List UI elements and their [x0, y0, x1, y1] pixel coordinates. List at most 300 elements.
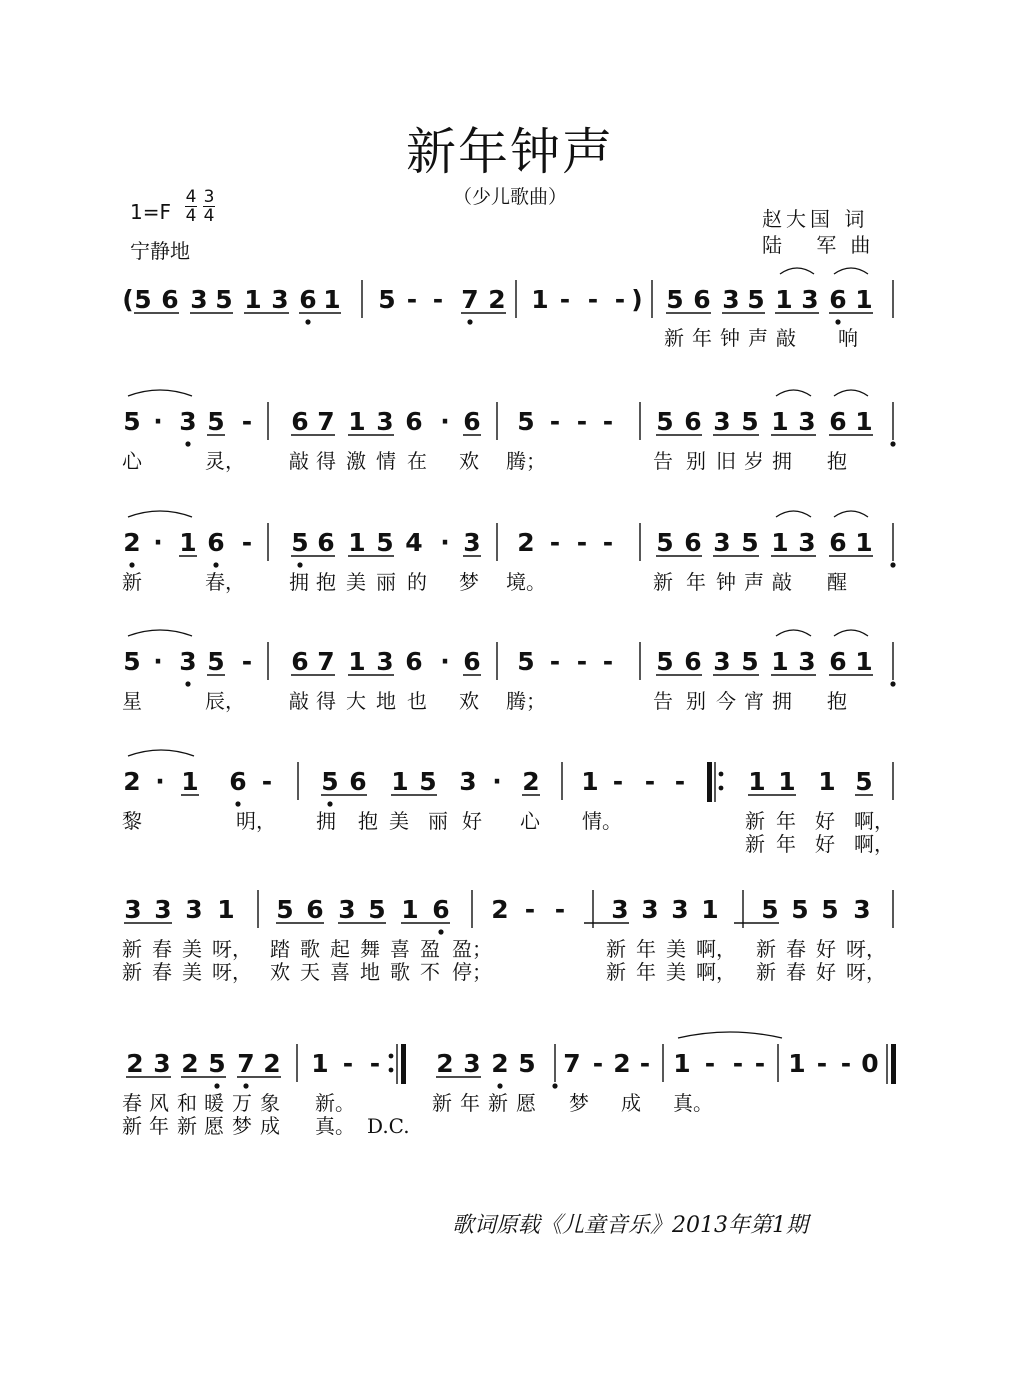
octave-dot-below [214, 1083, 219, 1088]
lyric-syllable: 新 [606, 960, 626, 984]
lyric-syllable: 和 [177, 1091, 197, 1115]
note: 3 [671, 895, 689, 924]
note: 1 [701, 895, 719, 924]
lyric-syllable: 真。 [673, 1091, 713, 1115]
lyric-syllable: 今 [716, 689, 736, 713]
slur [780, 268, 814, 274]
note: 1 [179, 528, 197, 557]
lyric-syllable: 歌 [300, 937, 320, 961]
lyric-syllable: 新 [664, 326, 684, 350]
note: 7 [317, 407, 335, 436]
slur [128, 630, 192, 636]
note: 2 [123, 528, 141, 557]
note: 6 [405, 647, 423, 676]
dash: - [406, 285, 418, 314]
repeat-dot [389, 1054, 394, 1059]
slur [834, 390, 868, 396]
lyric-syllable: 敲 [772, 570, 792, 594]
lyric-syllable: 情。 [582, 809, 622, 833]
note: 3 [798, 528, 816, 557]
lyric-syllable: 盈 [420, 937, 440, 961]
lyric-syllable: 新 [122, 1114, 142, 1138]
slur [834, 511, 868, 517]
octave-dot-below [185, 441, 190, 446]
note: 2 [491, 895, 509, 924]
lyric-syllable: 新 [756, 960, 776, 984]
note: 6 [207, 528, 225, 557]
note: 3 [611, 895, 629, 924]
note: 5 [518, 1049, 536, 1078]
dash: - [432, 285, 444, 314]
lyric-syllable: 啊， [696, 960, 736, 984]
note: 1 [748, 767, 766, 796]
note: 5 [291, 528, 309, 557]
note: 6 [693, 285, 711, 314]
lyric-syllable: 春 [786, 960, 806, 984]
lyric-syllable: 美 [389, 809, 409, 833]
note: 5 [741, 647, 759, 676]
note: 6 [684, 407, 702, 436]
lyric-syllable: 年 [686, 570, 706, 594]
lyric-syllable: 敲 [776, 326, 796, 350]
lyric-syllable: 情 [376, 449, 396, 473]
lyric-syllable: 喜 [330, 960, 350, 984]
note: 6 [829, 647, 847, 676]
lyric-syllable: 风 [149, 1091, 169, 1115]
note: 3 [190, 285, 208, 314]
lyric-syllable: 新 [653, 570, 673, 594]
lyric-syllable: 好 [462, 809, 482, 833]
note: 6 [684, 528, 702, 557]
repeat-end-barline [401, 1044, 406, 1084]
note: 6 [405, 407, 423, 436]
lyric-syllable: 年 [460, 1091, 480, 1115]
dash: - [549, 407, 561, 436]
note: 6 [463, 647, 481, 676]
dot-note: · [440, 407, 450, 436]
lyric-syllable: 拥 [772, 689, 792, 713]
lyric-syllable: 得 [316, 449, 336, 473]
note: 1 [818, 767, 836, 796]
note: 1 [855, 647, 873, 676]
octave-dot-below [243, 1083, 248, 1088]
note: 1 [181, 767, 199, 796]
slur [128, 511, 192, 517]
dash: - [754, 1049, 766, 1078]
octave-dot-below [185, 681, 190, 686]
dash: - [674, 767, 686, 796]
note: 1 [391, 767, 409, 796]
lyric-syllable: 暖 [204, 1091, 224, 1115]
lyric-syllable: 美 [182, 937, 202, 961]
lyric-syllable: 灵， [205, 449, 245, 473]
lyric-syllable: 丽 [428, 809, 448, 833]
lyric-syllable: 好 [815, 832, 835, 856]
lyric-syllable: 星 [122, 689, 142, 713]
note: 6 [829, 285, 847, 314]
lyric-syllable: 美 [182, 960, 202, 984]
lyric-syllable: 年 [636, 960, 656, 984]
note: 5 [376, 528, 394, 557]
octave-dot-below [890, 441, 895, 446]
bracket: ( [122, 285, 134, 314]
note: 3 [376, 407, 394, 436]
lyric-syllable: 别 [686, 689, 706, 713]
note: 6 [684, 647, 702, 676]
lyric-syllable: 激 [346, 449, 366, 473]
note: 1 [581, 767, 599, 796]
subtitle: （少儿歌曲） [452, 186, 567, 208]
note: 3 [722, 285, 740, 314]
dash: - [554, 895, 566, 924]
lyric-syllable: 岁 [744, 449, 764, 473]
note: 4 [405, 528, 423, 557]
note: 1 [531, 285, 549, 314]
lyric-syllable: 境。 [506, 570, 546, 594]
lyric-syllable: 新。 [315, 1091, 355, 1115]
lyric-syllable: 醒 [827, 570, 847, 594]
dash: - [241, 528, 253, 557]
slur [834, 268, 868, 274]
lyric-syllable: 愿 [204, 1114, 224, 1138]
dash: - [576, 407, 588, 436]
note: 1 [855, 285, 873, 314]
lyric-syllable: 明， [236, 809, 276, 833]
lyric-syllable: 愿 [516, 1091, 536, 1115]
note: 3 [338, 895, 356, 924]
lyric-syllable: 钟 [720, 326, 740, 350]
note: 3 [463, 528, 481, 557]
note: 2 [488, 285, 506, 314]
dash: - [704, 1049, 716, 1078]
lyric-syllable: 抱 [827, 449, 847, 473]
lyric-syllable: 拥 [772, 449, 792, 473]
source-note: 歌词原载《儿童音乐》2013年第1期 [452, 1213, 808, 1238]
note: 1 [855, 528, 873, 557]
note: 6 [317, 528, 335, 557]
lyric-syllable: 歌 [390, 960, 410, 984]
lyric-syllable: 不 [420, 960, 440, 984]
octave-dot-below [890, 681, 895, 686]
lyric-syllable: 腾； [506, 449, 546, 473]
dash: - [816, 1049, 828, 1078]
note: 5 [134, 285, 152, 314]
lyric-syllable: 敲 [289, 449, 309, 473]
note: 5 [123, 407, 141, 436]
lyric-syllable: 抱 [316, 570, 336, 594]
note: 6 [829, 407, 847, 436]
repeat-dot [389, 1068, 394, 1073]
lyric-syllable: 欢 [270, 960, 290, 984]
dash: - [602, 647, 614, 676]
note: 1 [401, 895, 419, 924]
note: 1 [775, 285, 793, 314]
note: 5 [378, 285, 396, 314]
note: 3 [853, 895, 871, 924]
dash: - [549, 647, 561, 676]
note: 5 [741, 407, 759, 436]
lyric-syllable: 梦 [569, 1091, 589, 1115]
note: 2 [613, 1049, 631, 1078]
dash: - [592, 1049, 604, 1078]
lyric-syllable: 啊， [696, 937, 736, 961]
note: 3 [463, 1049, 481, 1078]
note: 3 [153, 1049, 171, 1078]
dot-note: · [440, 528, 450, 557]
note: 2 [436, 1049, 454, 1078]
dash: - [612, 767, 624, 796]
dash: - [261, 767, 273, 796]
dash: - [559, 285, 571, 314]
lyric-syllable: 春 [152, 960, 172, 984]
lyric-syllable: 年 [776, 832, 796, 856]
note: 5 [207, 407, 225, 436]
note: 3 [801, 285, 819, 314]
note: 1 [244, 285, 262, 314]
note: 3 [185, 895, 203, 924]
note: 6 [299, 285, 317, 314]
lyric-syllable: 心 [122, 449, 142, 473]
note: 1 [788, 1049, 806, 1078]
slur [834, 630, 868, 636]
dot-note: · [155, 767, 165, 796]
dash: - [602, 407, 614, 436]
lyric-syllable: 辰， [205, 689, 245, 713]
note: 1 [217, 895, 235, 924]
lyric-syllable: 成 [621, 1091, 641, 1115]
lyric-syllable: 拥 [289, 570, 309, 594]
note: 7 [563, 1049, 581, 1078]
note: 7 [237, 1049, 255, 1078]
slur [678, 1032, 782, 1038]
dash: - [840, 1049, 852, 1078]
octave-dot-below [835, 319, 840, 324]
lyric-syllable: 天 [300, 960, 320, 984]
lyric-syllable: 梦 [232, 1114, 252, 1138]
lyric-syllable: 告 [653, 449, 673, 473]
lyric-syllable: 新 [122, 937, 142, 961]
note: 5 [761, 895, 779, 924]
dot-note: · [153, 407, 163, 436]
octave-dot-below [213, 562, 218, 567]
lyric-syllable: 的 [407, 570, 427, 594]
lyric-syllable: 得 [316, 689, 336, 713]
note: 5 [276, 895, 294, 924]
dash: - [549, 528, 561, 557]
note: 1 [348, 528, 366, 557]
note: 3 [179, 647, 197, 676]
note: 5 [321, 767, 339, 796]
lyric-syllable: 新 [122, 570, 142, 594]
lyric-syllable: 宵 [744, 689, 764, 713]
note: 3 [376, 647, 394, 676]
note: 2 [522, 767, 540, 796]
page-title: 新年钟声 [406, 123, 614, 181]
note: 5 [207, 647, 225, 676]
lyric-syllable: 声 [744, 570, 764, 594]
dash: - [342, 1049, 354, 1078]
octave-dot-below [467, 319, 472, 324]
lyric-syllable: 呀， [846, 937, 886, 961]
lyric-syllable: 新 [606, 937, 626, 961]
note: 0 [861, 1049, 879, 1078]
note: 5 [517, 647, 535, 676]
note: 6 [432, 895, 450, 924]
slur [776, 511, 811, 517]
dot-note: · [492, 767, 502, 796]
note: 7 [317, 647, 335, 676]
lyric-syllable: 年 [692, 326, 712, 350]
time-signature-bottom: 4 [185, 206, 197, 226]
dash: - [241, 407, 253, 436]
note: 1 [311, 1049, 329, 1078]
lyric-syllable: 地 [376, 689, 396, 713]
note: 1 [771, 647, 789, 676]
lyric-syllable: 象 [260, 1091, 280, 1115]
lyric-syllable: 欢 [459, 449, 479, 473]
dash: - [369, 1049, 381, 1078]
note: 6 [291, 647, 309, 676]
lyric-syllable: 腾； [506, 689, 546, 713]
note: 3 [713, 528, 731, 557]
bracket: ) [631, 285, 643, 314]
dot-note: · [440, 647, 450, 676]
da-capo-mark: D.C. [367, 1114, 410, 1138]
dash: - [524, 895, 536, 924]
note: 1 [778, 767, 796, 796]
lyric-syllable: 呀， [212, 937, 252, 961]
lyric-syllable: 春 [122, 1091, 142, 1115]
octave-dot-below [327, 801, 332, 806]
note: 1 [673, 1049, 691, 1078]
lyric-syllable: 好 [816, 937, 836, 961]
note: 3 [641, 895, 659, 924]
lyric-syllable: 新 [432, 1091, 452, 1115]
note: 3 [798, 407, 816, 436]
note: 3 [713, 647, 731, 676]
repeat-dot [719, 772, 724, 777]
note: 6 [229, 767, 247, 796]
note: 5 [791, 895, 809, 924]
lyric-syllable: 春， [205, 570, 245, 594]
lyric-syllable: 美 [346, 570, 366, 594]
octave-dot-below [497, 1083, 502, 1088]
octave-dot-below [552, 1083, 557, 1088]
repeat-start-barline [707, 762, 712, 802]
slur [128, 750, 194, 756]
dot-note: · [153, 528, 163, 557]
lyric-syllable: 告 [653, 689, 673, 713]
note: 3 [124, 895, 142, 924]
dash: - [587, 285, 599, 314]
lyricist-credit: 赵大国 词 [762, 207, 869, 231]
dash: - [732, 1049, 744, 1078]
lyric-syllable: 敲 [289, 689, 309, 713]
octave-dot-below [890, 562, 895, 567]
note: 1 [855, 407, 873, 436]
octave-dot-below [305, 319, 310, 324]
lyric-syllable: 呀， [846, 960, 886, 984]
note: 3 [459, 767, 477, 796]
lyric-syllable: 踏 [270, 937, 290, 961]
note: 6 [291, 407, 309, 436]
note: 5 [666, 285, 684, 314]
note: 6 [306, 895, 324, 924]
lyric-syllable: 啊， [854, 832, 894, 856]
note: 5 [656, 528, 674, 557]
lyric-syllable: 万 [232, 1091, 252, 1115]
note: 2 [491, 1049, 509, 1078]
lyric-syllable: 盈； [452, 937, 492, 961]
lyric-syllable: 好 [816, 960, 836, 984]
note: 1 [771, 528, 789, 557]
lyric-syllable: 起 [330, 937, 350, 961]
lyric-syllable: 真。 [315, 1114, 355, 1138]
lyric-syllable: 年 [149, 1114, 169, 1138]
note: 5 [855, 767, 873, 796]
dash: - [639, 1049, 651, 1078]
note: 1 [348, 407, 366, 436]
time-signature-top: 4 [185, 187, 197, 207]
note: 1 [771, 407, 789, 436]
lyric-syllable: 年 [776, 809, 796, 833]
lyric-syllable: 春 [786, 937, 806, 961]
note: 1 [348, 647, 366, 676]
slur [128, 390, 192, 396]
final-barline [891, 1044, 896, 1084]
lyric-syllable: 停； [452, 960, 492, 984]
lyric-syllable: 大 [346, 689, 366, 713]
lyric-syllable: 好 [815, 809, 835, 833]
note: 3 [154, 895, 172, 924]
lyric-syllable: 年 [636, 937, 656, 961]
time-signature-top: 3 [203, 187, 215, 207]
dot-note: · [153, 647, 163, 676]
composer-credit: 陆 军曲 [762, 233, 885, 257]
note: 5 [656, 647, 674, 676]
note: 2 [126, 1049, 144, 1078]
note: 2 [517, 528, 535, 557]
lyric-syllable: 新 [756, 937, 776, 961]
octave-dot-below [129, 562, 134, 567]
lyric-syllable: 喜 [390, 937, 410, 961]
lyric-syllable: 新 [488, 1091, 508, 1115]
lyric-syllable: 抱 [827, 689, 847, 713]
lyric-syllable: 抱 [358, 809, 378, 833]
dash: - [576, 528, 588, 557]
lyric-syllable: 春 [152, 937, 172, 961]
dash: - [576, 647, 588, 676]
note: 3 [179, 407, 197, 436]
note: 5 [123, 647, 141, 676]
lyric-syllable: 舞 [360, 937, 380, 961]
note: 2 [181, 1049, 199, 1078]
lyric-syllable: 心 [520, 809, 540, 833]
note: 7 [461, 285, 479, 314]
lyric-syllable: 欢 [459, 689, 479, 713]
note: 2 [123, 767, 141, 796]
note: 5 [215, 285, 233, 314]
dash: - [614, 285, 626, 314]
note: 2 [263, 1049, 281, 1078]
repeat-dot [719, 786, 724, 791]
note: 5 [208, 1049, 226, 1078]
lyric-syllable: 新 [177, 1114, 197, 1138]
note: 5 [656, 407, 674, 436]
lyric-syllable: 新 [122, 960, 142, 984]
note: 3 [271, 285, 289, 314]
key-signature: 1=F [130, 200, 171, 224]
